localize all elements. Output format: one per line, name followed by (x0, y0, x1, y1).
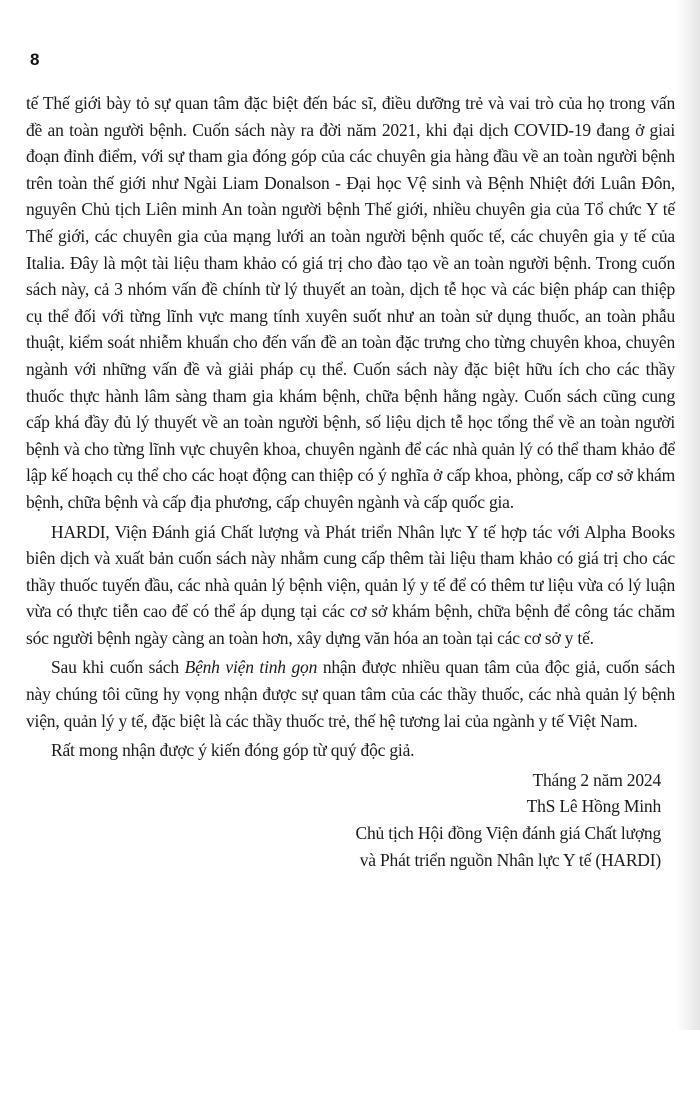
book-title-benh-vien-tinh-gon: Bệnh viện tinh gọn (184, 657, 318, 678)
signature-block (26, 767, 675, 873)
page-edge-shadow (676, 0, 700, 1030)
signature-date: Tháng 2 năm 2024 (532, 769, 661, 790)
paragraph-intro-continued: tế Thế giới bày tỏ sự quan tâm đặc biệt đến bác sĩ, điều dưỡng trẻ và vai trò của họ trong vấn đề an toàn người bệnh. Cuốn sách này ra đời năm 2021, khi đại dịch COVID-19 đang ở giai đoạn đỉnh điểm, với sự tham gia đóng góp của các chuyên gia hàng đầu về an toàn người bệnh trên toàn thế giới như Ngài Liam Donalson - Đại học Vệ sinh và Bệnh Nhiệt đới Luân Đôn, nguyên Chủ tịch Liên minh An toàn người bệnh Thế giới, nhiều chuyên gia của Tổ chức Y tế Thế giới, các chuyên gia của mạng lưới an toàn người bệnh quốc tế, các chuyên gia y tế của Italia. Đây là một tài liệu tham khảo có giá trị cho đào tạo về an toàn người bệnh. Trong cuốn sách này, cả 3 nhóm vấn đề chính từ lý thuyết an toàn, dịch tễ học và các biện pháp can thiệp cụ thể đối với từng lĩnh vực mang tính xuyên suốt như an toàn sử dụng thuốc, an toàn phẫu thuật, kiểm soát nhiễm khuẩn cho đến vấn đề an toàn đặc trưng cho từng chuyên khoa, chuyên ngành với những vấn đề và giải pháp cụ thể. Cuốn sách này đặc biệt hữu ích cho các thầy thuốc thực hành lâm sàng tham gia khám bệnh, chữa bệnh hằng ngày. Cuốn sách cũng cung cấp khá đầy đủ lý thuyết về an toàn người bệnh, số liệu dịch tễ học tổng thể về an toàn người bệnh và cho từng lĩnh vực chuyên khoa, chuyên ngành để các nhà quản lý có thể tham khảo để lập kế hoạch cụ thể cho các hoạt động can thiệp có ý nghĩa ở cấp khoa, phòng, cấp cơ sở khám bệnh, chữa bệnh và cấp địa phương, cấp chuyên ngành và cấp quốc gia. (26, 93, 675, 512)
signature-title-line1: Chủ tịch Hội đồng Viện đánh giá Chất lượng (355, 823, 661, 844)
paragraph-sau-khi-after: nhận được nhiều quan tâm của độc giả, cuốn sách này chúng tôi cũng hy vọng nhận được sự quan tâm của các thầy thuốc, các nhà quản lý bệnh viện, quản lý y tế, đặc biệt là các thầy thuốc trẻ, thế hệ tương lai của ngành y tế Việt Nam. (26, 657, 676, 731)
signature-name: ThS Lê Hồng Minh (526, 796, 661, 817)
signature-title-line2: và Phát triển nguồn Nhân lực Y tế (HARDI) (359, 849, 661, 870)
paragraph-sau-khi (26, 654, 675, 734)
paragraph-sau-khi-before: Sau khi cuốn sách (51, 657, 185, 678)
page-content (26, 90, 675, 873)
page-number: 8 (30, 50, 40, 69)
paragraph-hardi: HARDI, Viện Đánh giá Chất lượng và Phát triển Nhân lực Y tế hợp tác với Alpha Books biên dịch và xuất bản cuốn sách này nhằm cung cấp thêm tài liệu tham khảo có giá trị cho các thầy thuốc tuyến đầu, các nhà quản lý bệnh viện, quản lý y tế để có thêm tư liệu vừa có lý luận vừa có thực tiễn cao để có thể áp dụng tại các cơ sở khám bệnh, chữa bệnh để công tác chăm sóc người bệnh ngày càng an toàn hơn, xây dựng văn hóa an toàn tại các cơ sở y tế. (26, 521, 675, 648)
paragraph-rat-mong: Rất mong nhận được ý kiến đóng góp từ quý độc giả. (51, 740, 415, 761)
